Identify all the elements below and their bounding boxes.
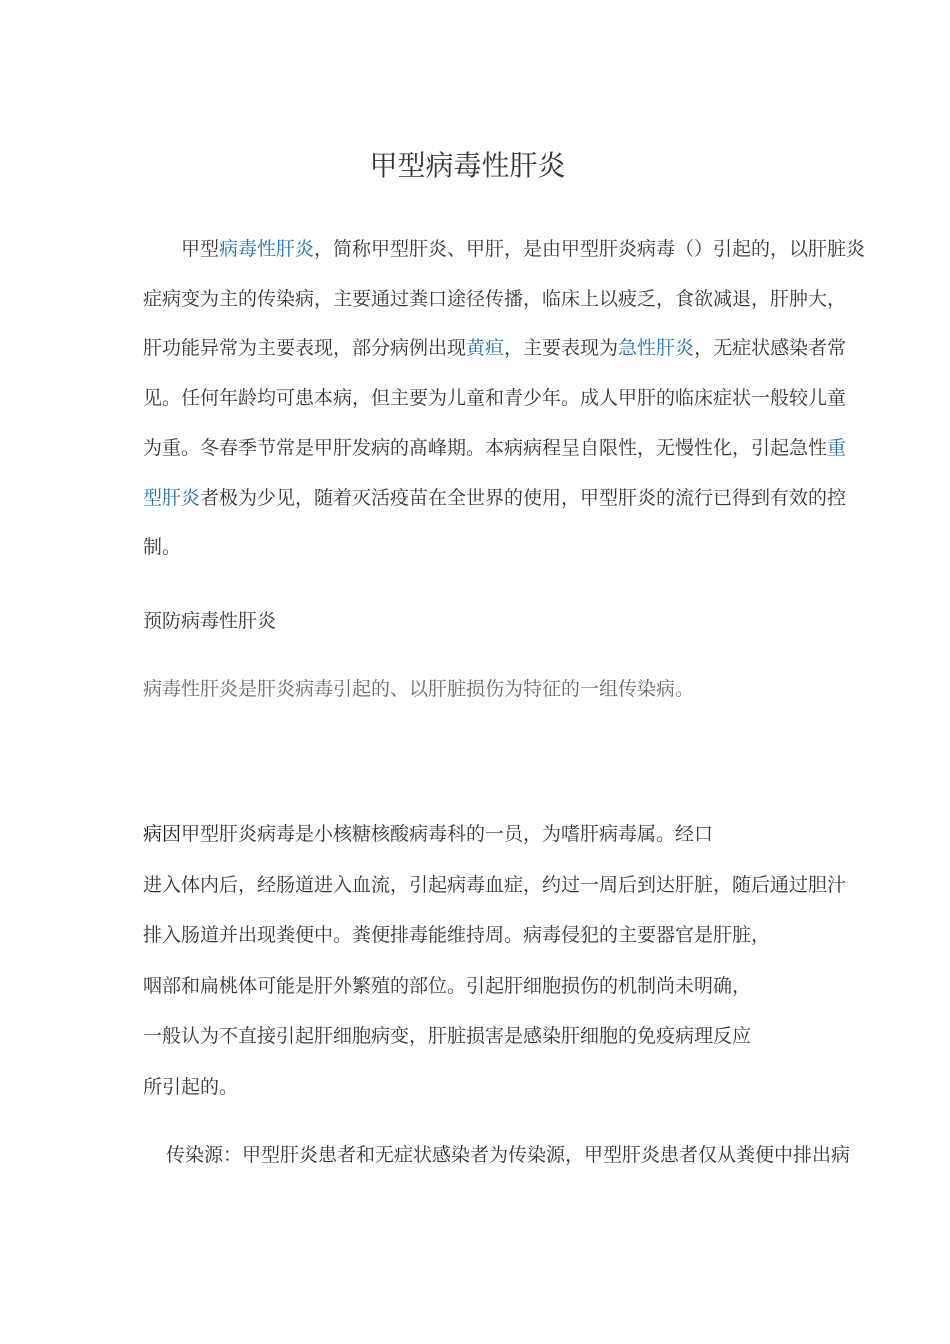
hepatitis-summary: 病毒性肝炎是肝炎病毒引起的、以肝脏损伤为特征的一组传染病。	[143, 678, 695, 700]
cause-line-1	[143, 809, 846, 860]
infection-source-paragraph: 传染源：甲型肝炎患者和无症状感染者为传染源，甲型肝炎患者仅从粪便中排出病	[166, 1144, 851, 1166]
intro-line-1	[143, 225, 865, 275]
intro-line-3	[143, 324, 865, 374]
intro-text: ，简称甲型肝炎、甲肝，是由甲型肝炎病毒（）引起的，以肝脏炎	[314, 238, 866, 260]
cause-label: 病因	[143, 823, 182, 845]
cause-line-6: 所引起的。	[143, 1075, 239, 1098]
link-acute-hepatitis[interactable]: 急性肝炎	[618, 337, 695, 360]
intro-text: ，无症状感染者常	[694, 337, 847, 360]
cause-line-4: 咽部和扁桃体可能是肝外繁殖的部位。引起肝细胞损伤的机制尚未明确，	[143, 974, 752, 997]
intro-text: 肝功能异常为主要表现，部分病例出现	[143, 337, 467, 360]
link-severe-hepatitis-part2[interactable]: 型肝炎	[143, 486, 201, 509]
intro-text: 甲型	[181, 238, 220, 260]
cause-text: 甲型肝炎病毒是小核糖核酸病毒科的一员，为嗜肝病毒属。经口	[181, 823, 714, 845]
link-viral-hepatitis[interactable]: 病毒性肝炎	[219, 238, 315, 260]
intro-line-4: 见。任何年龄均可患本病，但主要为儿童和青少年。成人甲肝的临床症状一般较儿童	[143, 387, 847, 410]
cause-line-2: 进入体内后，经肠道进入血流，引起病毒血症，约过一周后到达肝脏，随后通过胆汁	[143, 873, 847, 896]
prevention-heading: 预防病毒性肝炎	[143, 610, 277, 632]
intro-line-7: 制。	[143, 536, 182, 559]
link-jaundice[interactable]: 黄疸	[466, 337, 505, 360]
document-title: 甲型病毒性肝炎	[369, 149, 566, 182]
intro-text: 者极为少见，随着灭活疫苗在全世界的使用，甲型肝炎的流行已得到有效的控	[200, 486, 847, 509]
intro-text: ，主要表现为	[504, 337, 619, 360]
cause-line-5: 一般认为不直接引起肝细胞病变，肝脏损害是感染肝细胞的免疫病理反应	[143, 1025, 752, 1048]
intro-text: 为重。冬春季节常是甲肝发病的髙峰期。本病病程呈自限性，无慢性化，引起急性	[143, 436, 828, 459]
intro-paragraph	[143, 225, 865, 573]
cause-line-3: 排入肠道并出现粪便中。粪便排毒能维持周。病毒侵犯的主要器官是肝脏，	[143, 924, 771, 947]
intro-line-2: 症病变为主的传染病，主要通过粪口途径传播，临床上以疲乏，食欲减退，肝肿大，	[143, 287, 847, 310]
cause-paragraph	[143, 809, 846, 1113]
link-severe-hepatitis-part1[interactable]: 重	[827, 436, 847, 459]
intro-line-6	[143, 474, 865, 524]
intro-line-5	[143, 424, 865, 474]
